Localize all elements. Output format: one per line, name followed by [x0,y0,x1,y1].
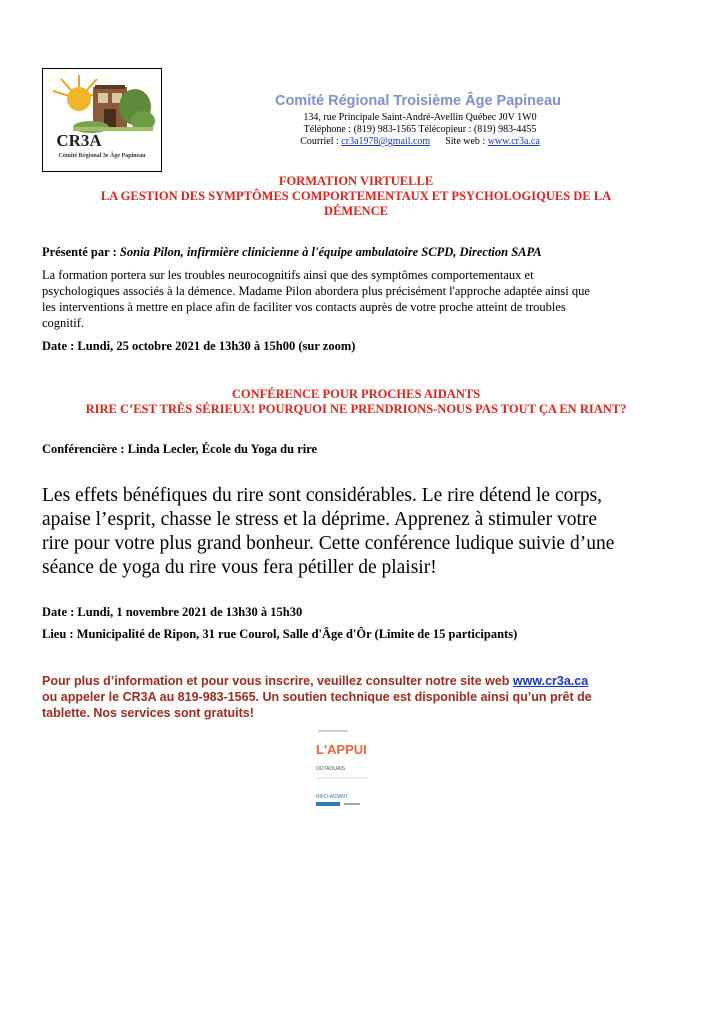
org-name: Comité Régional Troisième Âge Papineau [274,93,562,109]
org-contact-line [170,136,670,148]
site-label: Site web : [445,136,488,147]
sponsor-service: INFO-AIDANT [316,794,348,800]
info-block [42,673,674,721]
section2-place: Lieu : Municipalité de Ripon, 31 rue Courol, Salle d'Âge d'Ôr (Limite de 15 participants) [42,627,518,641]
sponsor-logo-text: L'APPUI [316,742,367,757]
section2-desc-line: séance de yoga du rire vous fera pétiller de plaisir! [42,557,437,578]
section2-speaker: Conférencière : Linda Lecler, École du Yoga du rire [42,442,318,456]
section2-desc-line: rire pour votre plus grand bonheur. Cette conférence ludique suivie d’une [42,533,615,554]
section1-description [42,267,662,331]
section1-title-line1: LA GESTION DES SYMPTÔMES COMPORTEMENTAUX ET PSYCHOLOGIQUES DE LA [100,189,612,203]
logo-text: CR3A [56,131,102,150]
section1-desc-line: La formation portera sur les troubles neurocognitifs ainsi que des symptômes comportementaux et [42,268,534,282]
info-line1 [42,673,674,689]
section1-presenter [42,245,672,260]
sponsor-region: OUTAOUAIS [316,766,346,772]
section1-desc-line: psychologiques associés à la démence. Madame Pilon abordera plus précisément l'approche adaptée ainsi que [42,284,590,298]
info-line3: tablette. Nos services sont gratuits! [42,706,254,720]
cr3a-logo [42,68,162,172]
site-link[interactable]: www.cr3a.ca [487,136,540,147]
section2-kind: CONFÉRENCE POUR PROCHES AIDANTS [231,387,481,401]
info-line2: ou appeler le CR3A au 819-983-1565. Un soutien technique est disponible ainsi qu’un prêt de [42,690,592,704]
sponsor-logo [312,726,388,818]
section2-desc-line: Les effets bénéfiques du rire sont considérables. Le rire détend le corps, [42,485,603,506]
email-link[interactable]: cr3a1978@gmail.com [341,136,431,147]
section1-title-line2: DÉMENCE [324,204,388,218]
info-site-link[interactable]: www.cr3a.ca [512,674,589,688]
section2-desc-line: apaise l’esprit, chasse le stress et la déprime. Apprenez à stimuler votre [42,509,598,530]
appui-logo-icon [312,726,388,818]
section2-date: Date : Lundi, 1 novembre 2021 de 13h30 à 15h30 [42,605,303,619]
org-address: 134, rue Principale Saint-André-Avellin Québec J0V 1W0 [303,112,537,123]
section1-desc-line: les interventions à mettre en place afin de faciliter vos contacts auprès de votre proche atteint de troubles [42,300,566,314]
info-line1-text: Pour plus d’information et pour vous inscrire, veuillez consulter notre site web [42,674,513,688]
section1-kind: FORMATION VIRTUELLE [278,174,434,188]
section2-description [42,484,682,580]
section2-title: RIRE C’EST TRÈS SÉRIEUX! POURQUOI NE PRENDRIONS-NOUS PAS TOUT ÇA EN RIANT? [85,402,627,416]
org-phone: Téléphone : (819) 983-1565 Télécopieur : (819) 983-4455 [303,124,537,135]
presenter-label: Présenté par : [42,245,120,259]
section1-date: Date : Lundi, 25 octobre 2021 de 13h30 à 15h00 (sur zoom) [42,339,356,353]
section1-desc-line: cognitif. [42,316,85,330]
email-label: Courriel : [300,136,342,147]
presenter-name: Sonia Pilon, infirmière clinicienne à l'équipe ambulatoire SCPD, Direction SAPA [119,245,542,259]
logo-subtitle: Comité Régional 3e Âge Papineau [58,153,146,159]
